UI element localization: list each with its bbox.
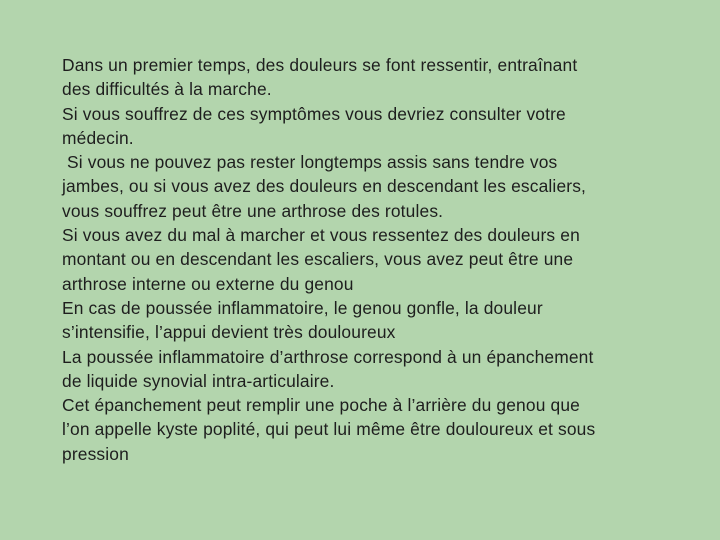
text-line: Si vous ne pouvez pas rester longtemps assis sans tendre vos <box>62 152 558 173</box>
text-line: En cas de poussée inflammatoire, le genou gonfle, la douleur <box>62 297 543 318</box>
text-line: des difficultés à la marche. <box>62 79 272 100</box>
text-line: La poussée inflammatoire d’arthrose correspond à un épanchement <box>62 346 594 367</box>
text-line: arthrose interne ou externe du genou <box>62 273 354 294</box>
text-line: Dans un premier temps, des douleurs se font ressentir, entraînant <box>62 55 578 75</box>
text-line: jambes, ou si vous avez des douleurs en descendant les escaliers, <box>62 176 587 197</box>
text-line: l’on appelle kyste poplité, qui peut lui même être douloureux et sous <box>62 419 596 440</box>
text-line: s’intensifie, l’appui devient très douloureux <box>62 322 396 343</box>
text-line: de liquide synovial intra-articulaire. <box>62 370 335 391</box>
text-line: Cet épanchement peut remplir une poche à l’arrière du genou que <box>62 395 580 416</box>
text-line: Si vous souffrez de ces symptômes vous devriez consulter votre <box>62 103 566 124</box>
text-line: pression <box>62 443 129 464</box>
text-line: Si vous avez du mal à marcher et vous ressentez des douleurs en <box>62 225 580 246</box>
text-line: vous souffrez peut être une arthrose des rotules. <box>62 200 444 221</box>
body-text <box>62 53 692 466</box>
text-line: médecin. <box>62 127 134 148</box>
text-line: montant ou en descendant les escaliers, vous avez peut être une <box>62 249 574 270</box>
